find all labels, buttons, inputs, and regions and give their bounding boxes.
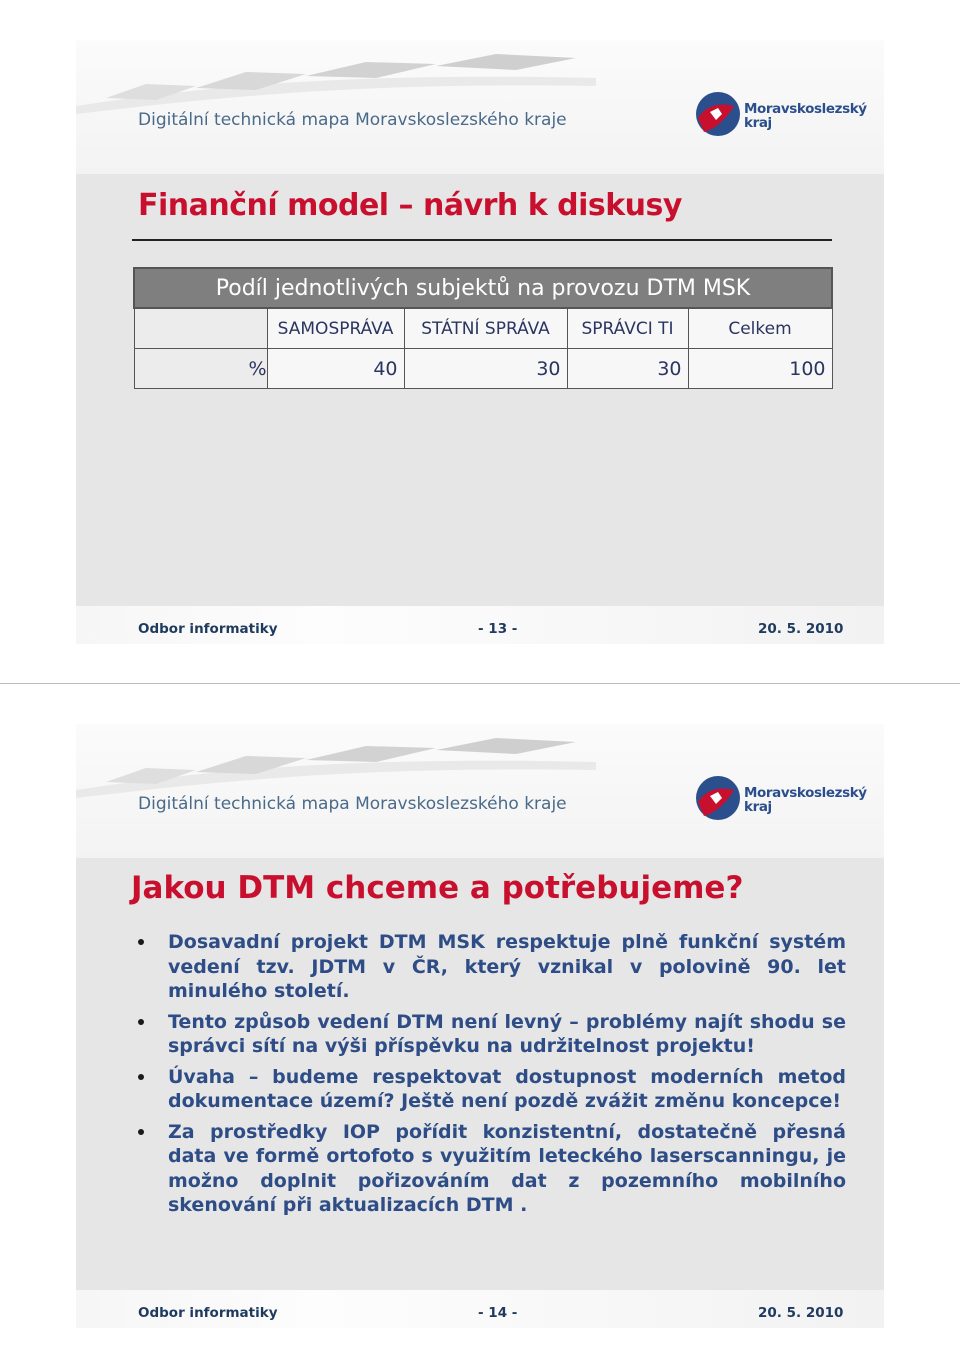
footer-date: 20. 5. 2010 <box>758 621 844 637</box>
logo-wordmark-line2: kraj <box>744 115 772 131</box>
bullet-icon <box>138 939 144 945</box>
bullet-icon <box>138 1019 144 1025</box>
list-item <box>138 1120 846 1218</box>
slide-header <box>76 40 884 174</box>
bullet-text: Úvaha – budeme respektovat dostupnost moderních metod dokumentace území? Ještě není pozdě zvážit změnu koncepce! <box>168 1065 846 1112</box>
row-label: % <box>134 349 267 389</box>
slide-footer <box>76 1290 884 1328</box>
column-header: Celkem <box>688 308 832 349</box>
logo-wordmark-line1: Moravskoslezský <box>744 785 867 801</box>
bullet-icon <box>138 1074 144 1080</box>
table-corner-cell <box>134 308 267 349</box>
bullet-icon <box>138 1129 144 1135</box>
column-header: SAMOSPRÁVA <box>267 308 404 349</box>
share-table <box>133 267 833 389</box>
bullet-text: Dosavadní projekt DTM MSK respektuje plně funkční systém vedení tzv. JDTM v ČR, který vznikal v polovině 90. let minulého století. <box>168 931 846 1002</box>
page-number: - 13 - <box>478 621 518 637</box>
footer-department: Odbor informatiky <box>138 1305 278 1321</box>
table-cell: 100 <box>688 349 832 389</box>
footer-department: Odbor informatiky <box>138 621 278 637</box>
slide-header <box>76 724 884 858</box>
column-header: STÁTNÍ SPRÁVA <box>404 308 567 349</box>
bullet-text: Tento způsob vedení DTM není levný – problémy najít shodu se správci sítí na výši příspěvku na udržitelnost projektu! <box>168 1010 846 1057</box>
slide-body <box>76 174 884 606</box>
slide-footer <box>76 606 884 644</box>
logo-wordmark-line1: Moravskoslezský <box>744 101 867 117</box>
table-cell: 30 <box>567 349 688 389</box>
bullet-text: Za prostředky IOP pořídit konzistentní, dostatečně přesná data ve formě ortofoto s využitím leteckého laserscanningu, je možno doplnit pořizováním dat z pozemního mobilního skenování při aktualizacích DTM . <box>168 1120 846 1216</box>
table-caption: Podíl jednotlivých subjektů na provozu DTM MSK <box>134 268 832 308</box>
slide-title: Finanční model – návrh k diskusy <box>138 188 682 223</box>
list-item <box>138 930 846 1004</box>
bullet-list <box>138 930 846 1224</box>
table-row <box>134 349 832 389</box>
slide-title: Jakou DTM chceme a potřebujeme? <box>131 870 744 906</box>
document-title: Digitální technická mapa Moravskoslezského kraje <box>138 794 567 814</box>
title-underline <box>132 239 832 241</box>
list-item <box>138 1010 846 1059</box>
footer-date: 20. 5. 2010 <box>758 1305 844 1321</box>
logo-wordmark <box>744 786 867 814</box>
column-header: SPRÁVCI TI <box>567 308 688 349</box>
document-title: Digitální technická mapa Moravskoslezského kraje <box>138 110 567 130</box>
page-number: - 14 - <box>478 1305 518 1321</box>
list-item <box>138 1065 846 1114</box>
logo-wordmark-line2: kraj <box>744 799 772 815</box>
table-cell: 40 <box>267 349 404 389</box>
table-header-row <box>134 308 832 349</box>
logo-wordmark <box>744 102 867 130</box>
document-page-2 <box>0 684 960 1367</box>
slide-body <box>76 858 884 1290</box>
table-cell: 30 <box>404 349 567 389</box>
